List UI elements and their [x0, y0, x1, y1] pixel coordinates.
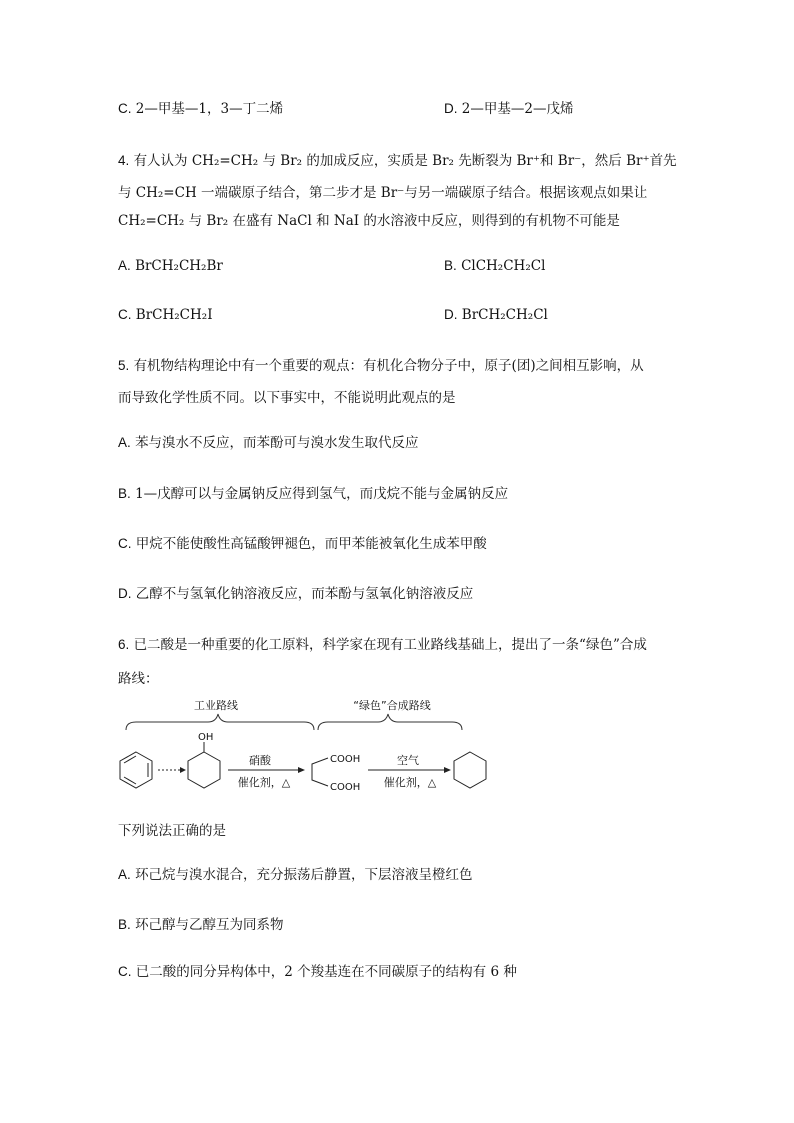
q3-option-c [118, 100, 283, 118]
q6-option-b [118, 916, 284, 934]
option-label: C. [118, 307, 132, 322]
cyclohexane-structure [454, 752, 486, 788]
option-label: C. [118, 964, 132, 979]
option-label: A. [118, 258, 131, 273]
hydroxyl-label: OH [198, 732, 214, 743]
option-text: 乙醇不与氢氧化钠溶液反应，而苯酚与氢氧化钠溶液反应 [135, 586, 474, 602]
q5-option-c [118, 535, 487, 553]
q4-stem-line-1 [118, 152, 677, 170]
q6-stem-line-2: 路线： [118, 671, 159, 687]
label-industrial-route: 工业路线 [194, 700, 238, 712]
carboxyl-label-2: COOH [330, 782, 361, 793]
q5-stem-line-2: 而导致化学性质不同。以下事实中，不能说明此观点的是 [118, 390, 456, 406]
brace-green-route [318, 714, 462, 730]
q6-option-a [118, 866, 473, 884]
option-text: ClCH₂CH₂Cl [461, 258, 546, 274]
option-label: C. [118, 101, 132, 116]
question-number: 6. [118, 637, 130, 652]
arrow2-condition: 催化剂，△ [383, 776, 437, 789]
q4-option-c [118, 306, 213, 324]
option-label: A. [118, 867, 131, 882]
option-text: 1—戊醇可以与金属钠反应得到氢气，而戊烷不能与金属钠反应 [135, 486, 509, 502]
q4-stem-line-3: CH₂=CH₂ 与 Br₂ 在盛有 NaCl 和 NaI 的水溶液中反应，则得到的有机物不可能是 [118, 213, 620, 229]
option-label: B. [118, 486, 131, 501]
option-label: D. [444, 307, 458, 322]
reaction-arrow-air [368, 753, 451, 789]
q4-option-a [118, 257, 223, 275]
q6-option-c [118, 963, 517, 981]
option-text: 2—甲基—1，3—丁二烯 [135, 101, 284, 117]
option-label: B. [118, 917, 131, 932]
arrow1-condition: 催化剂，△ [237, 776, 291, 789]
question-text: 有人认为 CH₂=CH₂ 与 Br₂ 的加成反应，实质是 Br₂ 先断裂为 Br⁺和 Br⁻，然后 Br⁺首先 [133, 153, 677, 169]
option-text: 甲烷不能使酸性高锰酸钾褪色，而甲苯能被氧化生成苯甲酸 [135, 536, 487, 552]
option-text: 环己烷与溴水混合，充分振荡后静置，下层溶液呈橙红色 [135, 867, 473, 883]
question-number: 5. [118, 358, 130, 373]
brace-industrial-route [126, 714, 314, 730]
q4-option-b [444, 257, 545, 275]
label-green-route: “绿色”合成路线 [353, 700, 431, 712]
option-text: 2—甲基—2—戊烯 [461, 101, 574, 117]
option-text: 已二酸的同分异构体中，2 个羧基连在不同碳原子的结构有 6 种 [135, 964, 517, 980]
option-label: D. [444, 101, 458, 116]
q4-option-d [444, 306, 548, 324]
option-text: BrCH₂CH₂Cl [461, 307, 548, 323]
option-label: D. [118, 586, 132, 601]
reaction-arrow-nitric-acid [228, 753, 305, 789]
carboxyl-label-1: COOH [330, 754, 361, 765]
benzene-structure [120, 752, 152, 788]
option-label: A. [118, 435, 131, 450]
arrow1-reagent: 硝酸 [249, 754, 271, 767]
q4-stem-line-2: 与 CH₂=CH 一端碳原子结合，第二步才是 Br⁻与另一端碳原子结合。根据该观点如果让 [118, 185, 648, 201]
q6-prompt: 下列说法正确的是 [118, 823, 226, 839]
option-text: 环己醇与乙醇互为同系物 [135, 917, 284, 933]
option-text: 苯与溴水不反应，而苯酚可与溴水发生取代反应 [135, 435, 419, 451]
option-label: B. [444, 258, 457, 273]
synthesis-route-diagram [112, 700, 692, 805]
q5-option-b [118, 485, 508, 503]
question-number: 4. [118, 153, 130, 168]
arrow2-reagent: 空气 [397, 754, 419, 767]
question-text: 有机物结构理论中有一个重要的观点：有机化合物分子中，原子(团)之间相互影响，从 [133, 358, 644, 374]
q5-option-a [118, 434, 419, 452]
question-text: 已二酸是一种重要的化工原料，科学家在现有工业路线基础上，提出了一条“绿色”合成 [133, 637, 647, 653]
option-text: BrCH₂CH₂Br [135, 258, 223, 274]
cyclohexanol-structure [188, 732, 220, 788]
q6-stem-line-1 [118, 636, 647, 654]
option-text: BrCH₂CH₂I [135, 307, 213, 323]
q5-option-d [118, 585, 473, 603]
q5-stem-line-1 [118, 357, 644, 375]
q3-option-d [444, 100, 573, 118]
adipic-acid-structure [312, 754, 360, 793]
option-label: C. [118, 536, 132, 551]
